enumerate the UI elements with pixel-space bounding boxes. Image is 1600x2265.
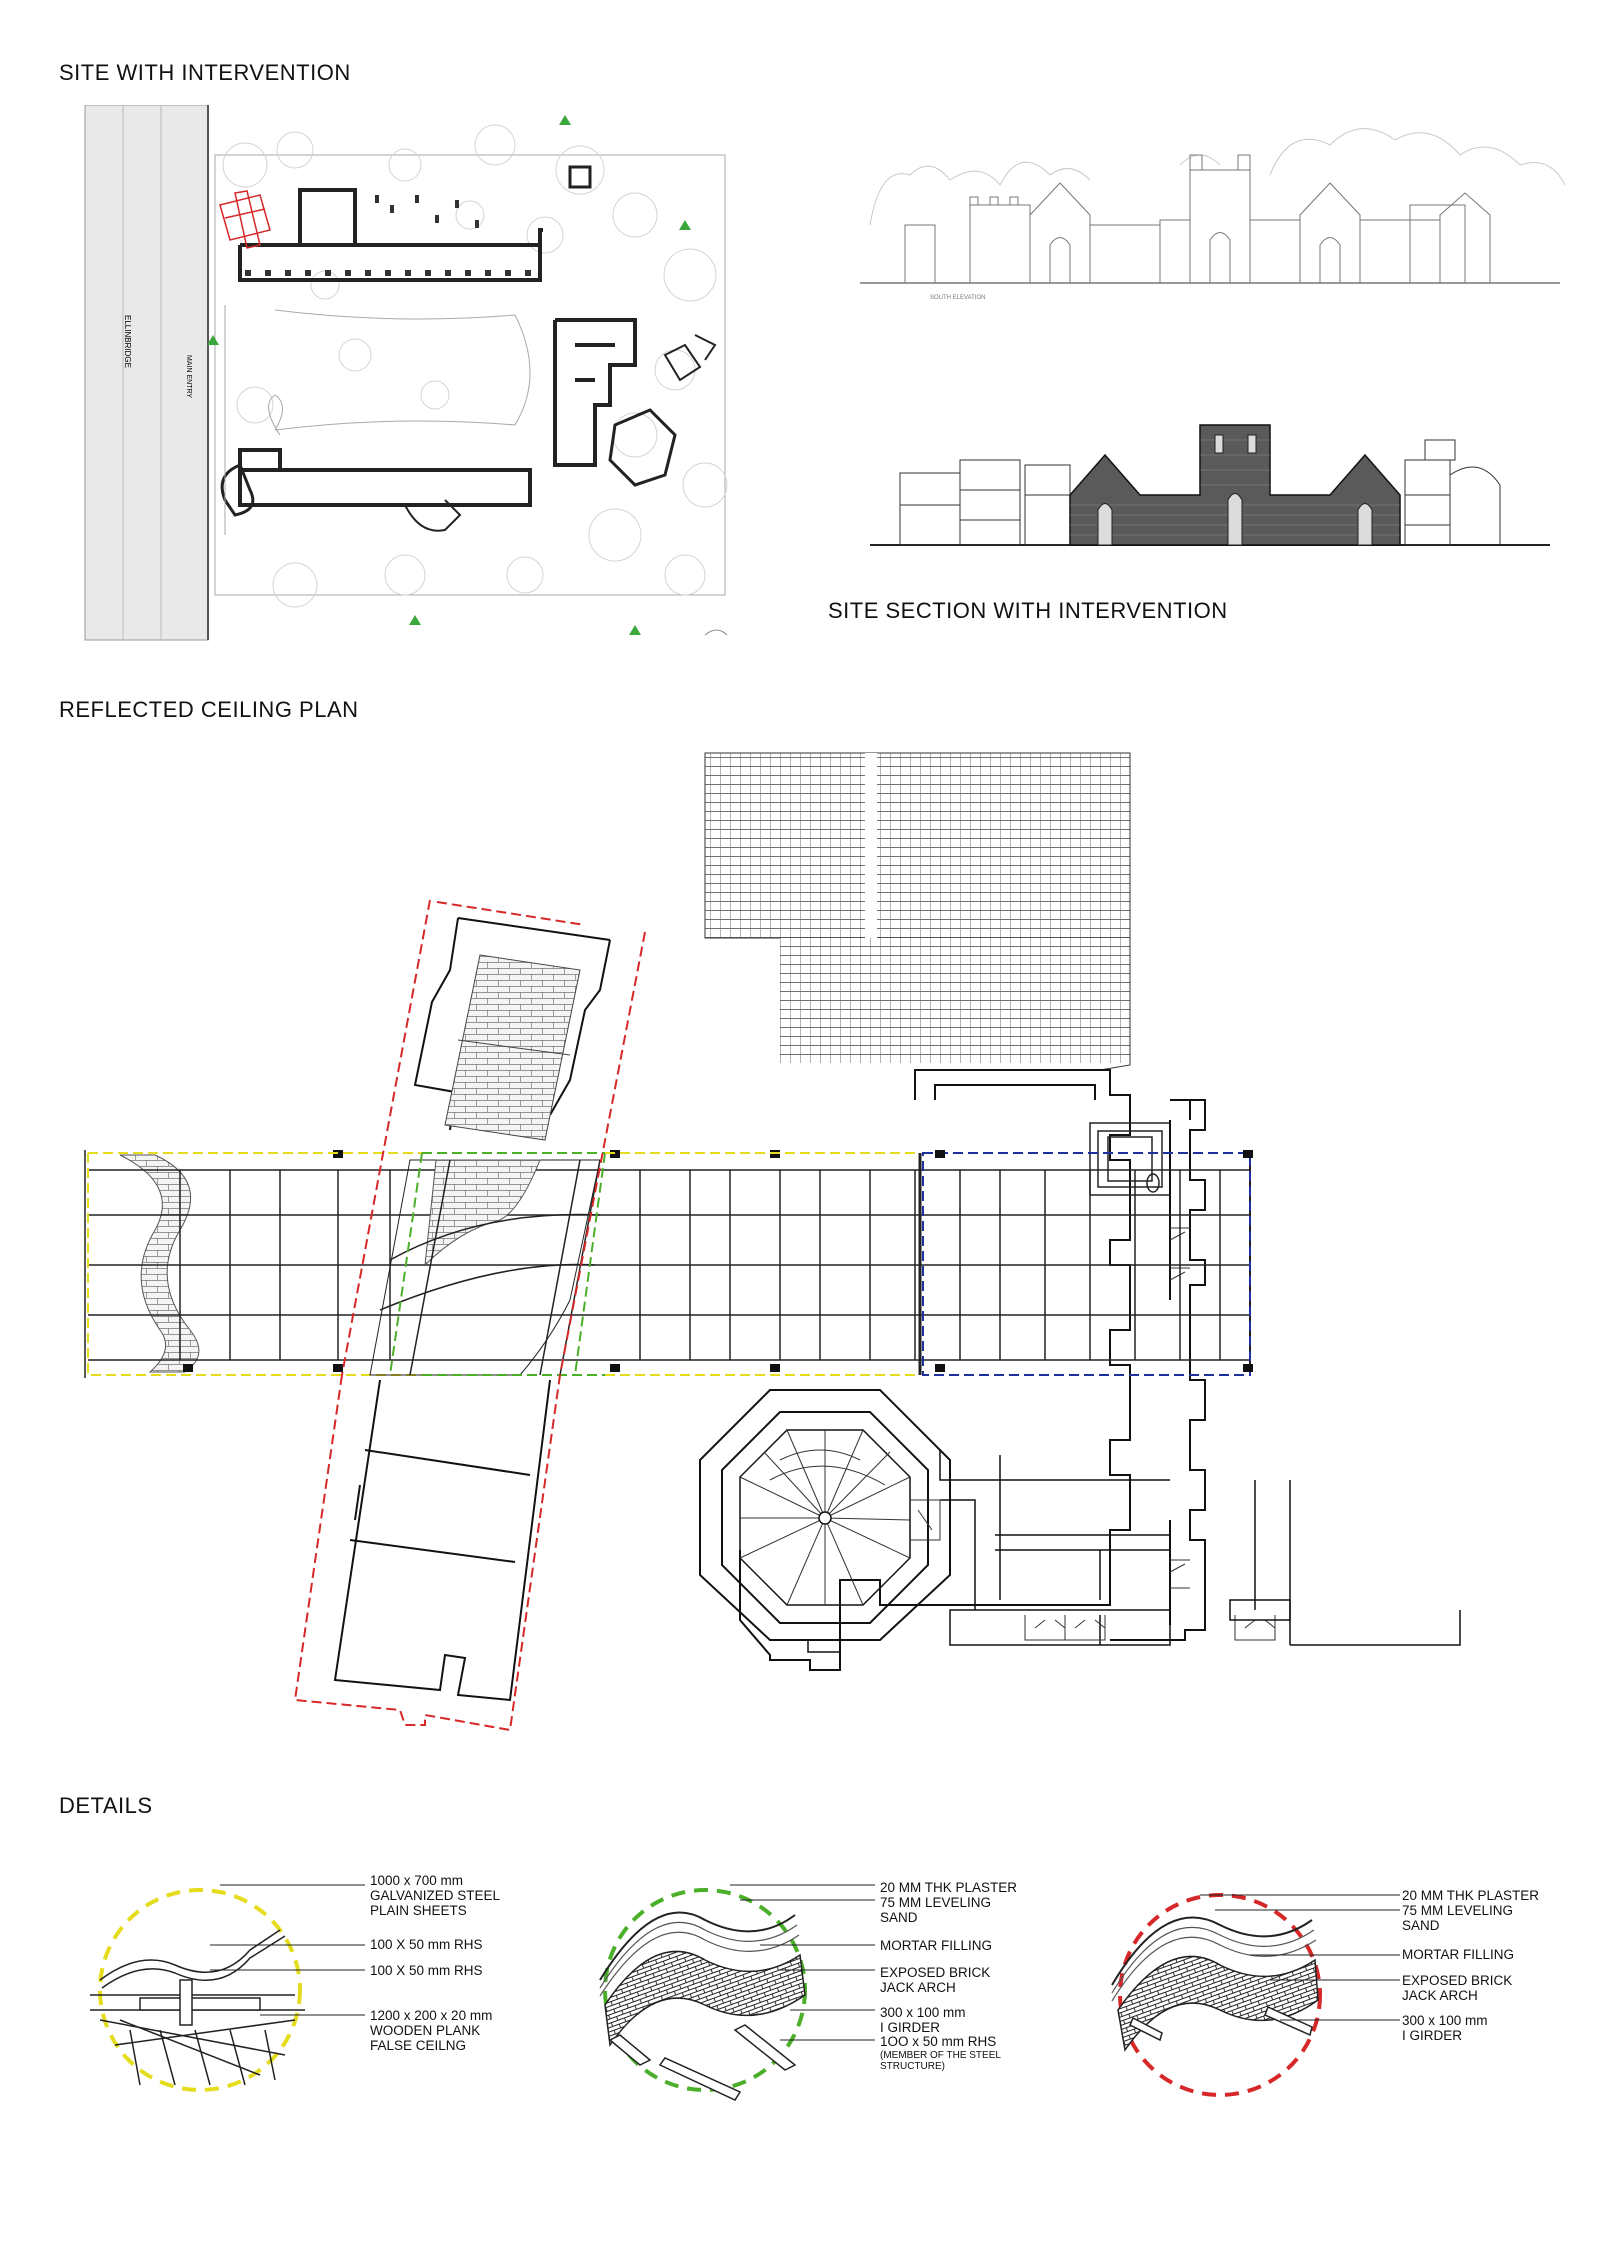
south-elevation-drawing	[850, 105, 1570, 305]
elevation-caption: SOUTH ELEVATION	[930, 295, 986, 301]
ceiling-plan-title: REFLECTED CEILING PLAN	[59, 697, 359, 722]
detail-2-leaders	[720, 1880, 880, 2055]
detail-1-label-4: 1200 x 200 x 20 mm WOODEN PLANK FALSE CEILNG	[370, 2008, 493, 2053]
main-entry-label: MAIN ENTRY	[185, 355, 192, 399]
detail-1-label-1: 1000 x 700 mm GALVANIZED STEEL PLAIN SHEETS	[370, 1873, 501, 1918]
site-plan-drawing	[75, 105, 795, 645]
site-section-title: SITE SECTION WITH INTERVENTION	[828, 598, 1228, 623]
detail-2-label-4: 300 x 100 mm I GIRDER	[880, 2005, 966, 2035]
detail-1-label-2: 100 X 50 mm RHS	[370, 1937, 483, 1952]
details-title: DETAILS	[59, 1793, 153, 1818]
reflected-ceiling-plan	[80, 740, 1540, 1740]
detail-2-label-3: EXPOSED BRICK JACK ARCH	[880, 1965, 991, 1995]
detail-3-label-3: EXPOSED BRICK JACK ARCH	[1402, 1973, 1513, 2003]
detail-3-label-1: 20 MM THK PLASTER 75 MM LEVELING SAND	[1402, 1888, 1540, 1933]
detail-3-leaders	[1190, 1885, 1402, 2035]
site-section-drawing	[860, 415, 1560, 565]
road-label: ELLINBRIDGE	[123, 315, 132, 368]
site-plan-title: SITE WITH INTERVENTION	[59, 60, 351, 85]
detail-3-label-4: 300 x 100 mm I GIRDER	[1402, 2013, 1488, 2043]
detail-1-label-3: 100 X 50 mm RHS	[370, 1963, 483, 1978]
detail-2-note: (MEMBER OF THE STEEL STRUCTURE)	[880, 2050, 1001, 2072]
detail-2-label-1: 20 MM THK PLASTER 75 MM LEVELING SAND	[880, 1880, 1018, 1925]
detail-1-leaders	[200, 1875, 370, 2055]
detail-2-label-5: 1OO x 50 mm RHS	[880, 2034, 997, 2049]
detail-3-label-2: MORTAR FILLING	[1402, 1947, 1515, 1962]
detail-2-label-2: MORTAR FILLING	[880, 1938, 993, 1953]
